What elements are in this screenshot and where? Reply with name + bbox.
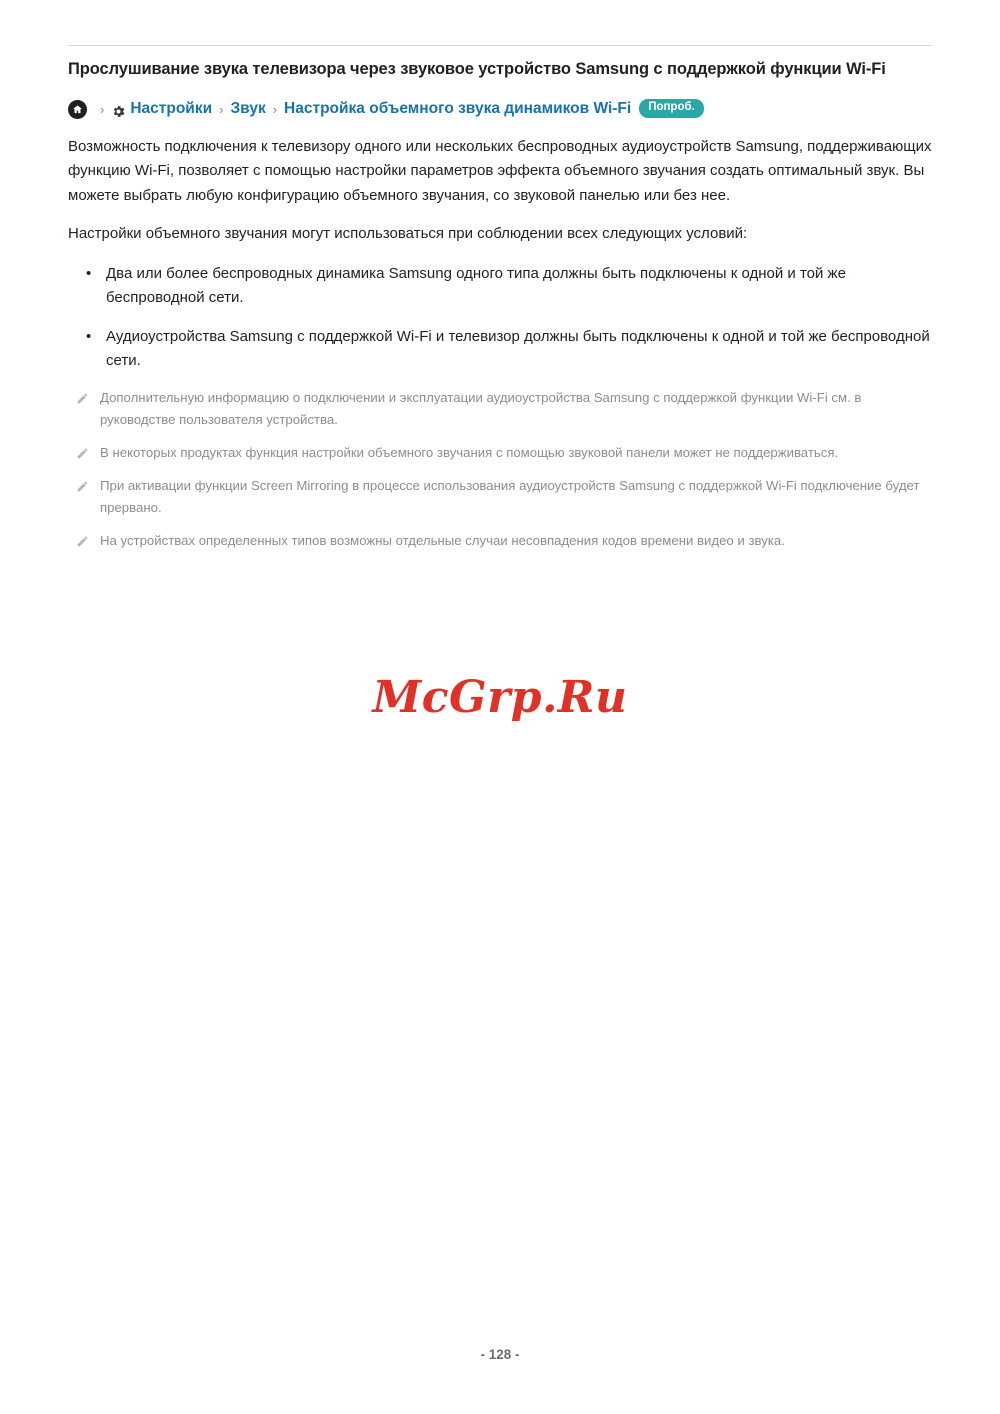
header-divider	[68, 45, 932, 46]
list-item	[68, 475, 932, 519]
list-item: • Два или более беспроводных динамика Samsung одного типа должны быть подключены к одной и той же беспроводной сети.	[68, 262, 932, 311]
breadcrumb-separator: ›	[100, 101, 105, 117]
page-title: Прослушивание звука телевизора через звуковое устройство Samsung с поддержкой функции Wi-Fi	[68, 60, 886, 78]
intro-paragraph: Возможность подключения к телевизору одного или нескольких беспроводных аудиоустройств Samsung, поддерживающих функцию Wi-Fi, позволяет с помощью настройки параметров эффекта объемного звучания создать оптимальный звук. Вы можете выбрать любую конфигурацию объемного звучания, со звуковой панелью или без нее.	[68, 137, 932, 204]
breadcrumb-separator: ›	[219, 101, 224, 117]
notes-list	[68, 387, 932, 551]
list-item	[68, 530, 932, 552]
list-item	[68, 387, 932, 431]
conditions-paragraph: Настройки объемного звучания могут использоваться при соблюдении всех следующих условий:	[68, 224, 748, 242]
page-number: - 128 -	[480, 1347, 520, 1362]
note-text: В некоторых продуктах функция настройки объемного звучания с помощью звуковой панели может не поддерживаться.	[100, 445, 839, 461]
note-text: На устройствах определенных типов возможны отдельные случаи несовпадения кодов времени видео и звука.	[100, 532, 785, 548]
pencil-icon	[76, 533, 89, 546]
pencil-icon	[76, 478, 89, 491]
note-text: При активации функции Screen Mirroring в процессе использования аудиоустройств Samsung с поддержкой Wi-Fi подключение будет прервано.	[100, 478, 920, 515]
list-item	[68, 442, 932, 464]
conditions-list	[68, 262, 932, 373]
pencil-icon	[76, 445, 89, 458]
breadcrumb	[68, 100, 932, 119]
try-now-badge[interactable]: Попроб.	[639, 99, 704, 118]
watermark: McGrp.Ru	[372, 672, 628, 723]
breadcrumb-item-sound[interactable]: Звук	[230, 100, 266, 118]
list-item: • Аудиоустройства Samsung с поддержкой Wi-Fi и телевизор должны быть подключены к одной и той же беспроводной сети.	[68, 325, 932, 374]
note-text: Дополнительную информацию о подключении и эксплуатации аудиоустройства Samsung с поддержкой функции Wi-Fi см. в руководстве пользователя устройства.	[100, 390, 862, 428]
breadcrumb-item-settings[interactable]: Настройки	[130, 100, 213, 118]
pencil-icon	[76, 390, 89, 403]
home-icon[interactable]	[68, 100, 87, 119]
breadcrumb-item-wifi-surround[interactable]: Настройка объемного звука динамиков Wi-Fi	[284, 100, 632, 118]
gear-icon	[111, 104, 126, 119]
breadcrumb-separator: ›	[272, 101, 278, 117]
